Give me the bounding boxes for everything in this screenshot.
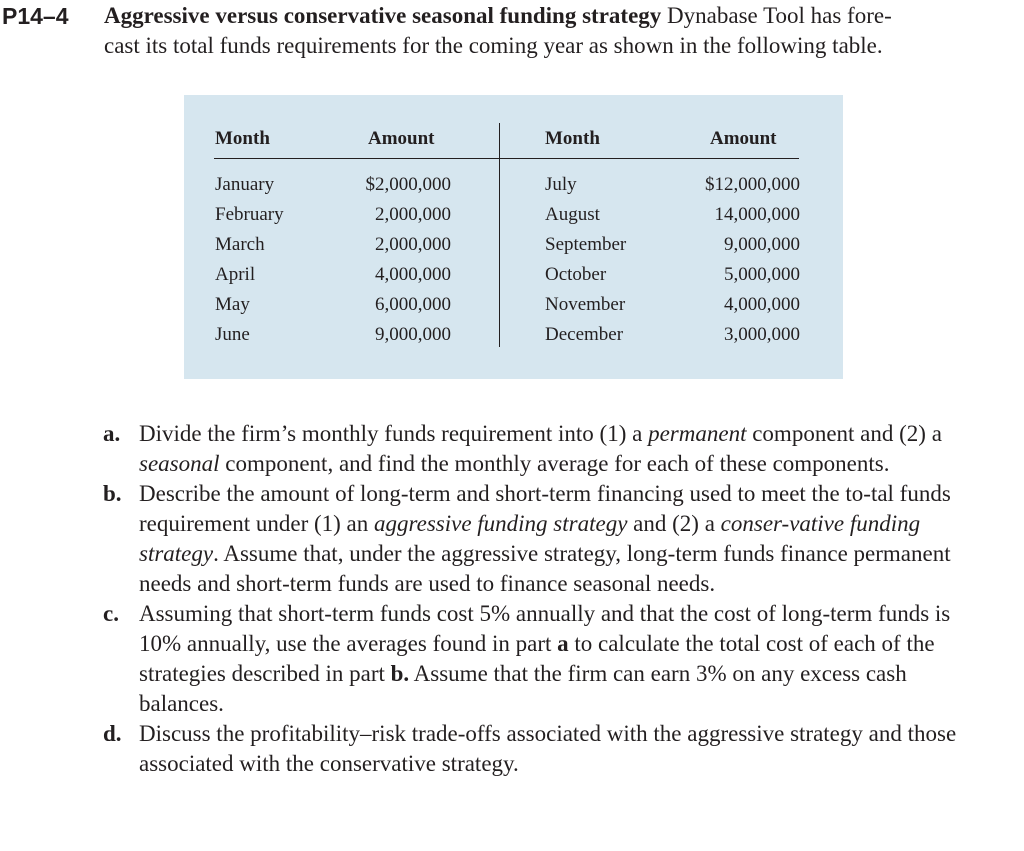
- question-d: [100, 719, 980, 779]
- question-a: [100, 419, 980, 479]
- table-row: [0, 233, 1024, 263]
- amount-cell: 2,000,000: [375, 204, 451, 225]
- amount-cell: 6,000,000: [375, 294, 451, 315]
- month-cell: April: [215, 264, 256, 285]
- amount-cell: 3,000,000: [724, 324, 800, 345]
- question-c: [100, 599, 980, 719]
- question-letter: b.: [103, 481, 122, 506]
- month-cell: November: [545, 294, 626, 315]
- question-b: [100, 479, 980, 599]
- month-cell: February: [215, 204, 284, 225]
- amount-cell: $12,000,000: [705, 174, 800, 195]
- month-cell: August: [545, 204, 600, 225]
- amount-cell: 4,000,000: [375, 264, 451, 285]
- header-amount-right: Amount: [710, 128, 777, 149]
- problem-number: P14–4: [2, 3, 69, 29]
- amount-cell: 5,000,000: [724, 264, 800, 285]
- month-cell: July: [545, 174, 577, 195]
- month-cell: September: [545, 234, 627, 255]
- month-cell: March: [215, 234, 265, 255]
- table-row: [0, 293, 1024, 323]
- header-rule-right: [500, 158, 799, 159]
- header-rule-left: [214, 158, 500, 159]
- question-letter: d.: [103, 721, 122, 746]
- header-month-left: Month: [215, 128, 270, 149]
- problem-intro-line1: Dynabase Tool has fore-: [667, 3, 892, 28]
- amount-cell: 9,000,000: [375, 324, 451, 345]
- month-cell: October: [545, 264, 607, 285]
- month-cell: June: [215, 324, 250, 345]
- question-list: [100, 419, 980, 779]
- header-amount-left: Amount: [368, 128, 435, 149]
- question-text: Divide the firm’s monthly funds requirement into (1) a permanent component and (2) a seasonal component, and find the monthly average for each of these components.: [139, 421, 942, 476]
- header-month-right: Month: [545, 128, 600, 149]
- table-row: [0, 323, 1024, 353]
- table-row: [0, 173, 1024, 203]
- question-letter: c.: [103, 601, 119, 626]
- amount-cell: $2,000,000: [365, 174, 451, 195]
- amount-cell: 4,000,000: [724, 294, 800, 315]
- question-text: Discuss the profitability–risk trade-offs associated with the aggressive strategy and those associated with the conservative strategy.: [139, 721, 957, 776]
- month-cell: December: [545, 324, 624, 345]
- problem-intro-line2: cast its total funds requirements for the coming year as shown in the following table.: [104, 33, 883, 58]
- question-letter: a.: [103, 421, 121, 446]
- amount-cell: 2,000,000: [375, 234, 451, 255]
- question-text: Describe the amount of long-term and short-term financing used to meet the to-tal funds requirement under (1) an aggressive funding strategy and (2) a conser-vative funding strategy. Assume that, under the aggressive strategy, long-term funds finance permanent needs and short-term funds are used to finance seasonal needs.: [139, 481, 951, 596]
- table-row: [0, 263, 1024, 293]
- question-text: Assuming that short-term funds cost 5% annually and that the cost of long-term funds is 10% annually, use the averages found in part a to calculate the total cost of each of the strategies described in part b. Assume that the firm can earn 3% on any excess cash balances.: [139, 601, 951, 716]
- amount-cell: 9,000,000: [724, 234, 800, 255]
- amount-cell: 14,000,000: [714, 204, 800, 225]
- month-cell: May: [215, 294, 250, 315]
- problem-title: Aggressive versus conservative seasonal funding strategy: [104, 3, 662, 28]
- table-row: [0, 203, 1024, 233]
- month-cell: January: [215, 174, 275, 195]
- problem-intro: [104, 1, 1009, 61]
